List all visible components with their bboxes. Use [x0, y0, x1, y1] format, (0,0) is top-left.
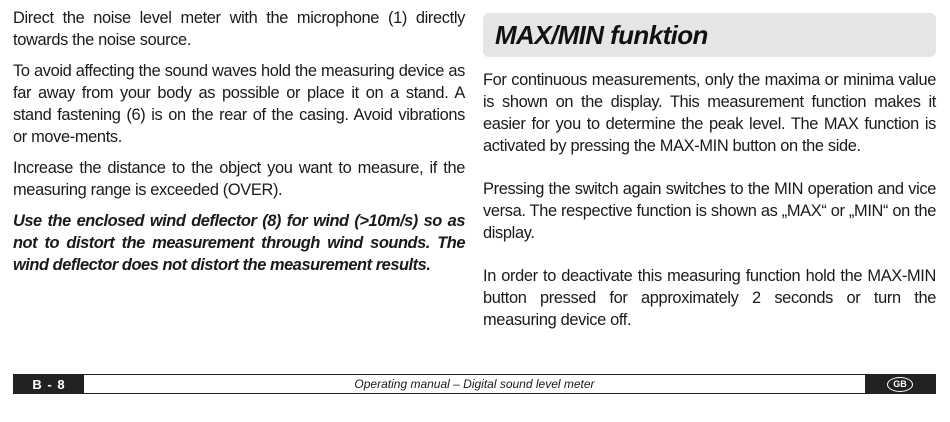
footer-title: Operating manual – Digital sound level meter — [354, 377, 595, 391]
section-heading-box — [483, 13, 936, 57]
paragraph-deactivate: In order to deactivate this measuring function hold the MAX-MIN button pressed for approximately 2 seconds or turn the measuring device off. — [483, 267, 936, 329]
language-box — [865, 375, 935, 393]
paragraph-avoid-affecting: To avoid affecting the sound waves hold the measuring device as far away from your body as possible or place it on a stand. A stand fastening (6) is on the rear of the casing. Avoid vibrations or move-ments. — [13, 62, 465, 146]
paragraph-switch-min: Pressing the switch again switches to the MIN operation and vice versa. The respective function is shown as „MAX“ or „MIN“ on the display. — [483, 180, 936, 242]
language-badge-icon: GB — [887, 377, 913, 392]
paragraph-increase-distance: Increase the distance to the object you want to measure, if the measuring range is exceeded (OVER). — [13, 159, 465, 199]
left-column — [13, 7, 465, 285]
page-footer — [13, 374, 936, 394]
page-number: B - 8 — [14, 375, 84, 393]
paragraph-wind-deflector: Use the enclosed wind deflector (8) for wind (>10m/s) so as not to distort the measurement through wind sounds. The wind deflector does not distort the measurement results. — [13, 212, 465, 274]
section-heading: MAX/MIN funktion — [495, 19, 708, 50]
paragraph-direct-meter: Direct the noise level meter with the microphone (1) directly towards the noise source. — [13, 9, 465, 49]
right-column — [483, 7, 936, 340]
paragraph-continuous-measurements: For continuous measurements, only the maxima or minima value is shown on the display. This measurement function makes it easier for you to determine the peak level. The MAX function is activated by pressing the MAX-MIN button on the side. — [483, 71, 936, 155]
